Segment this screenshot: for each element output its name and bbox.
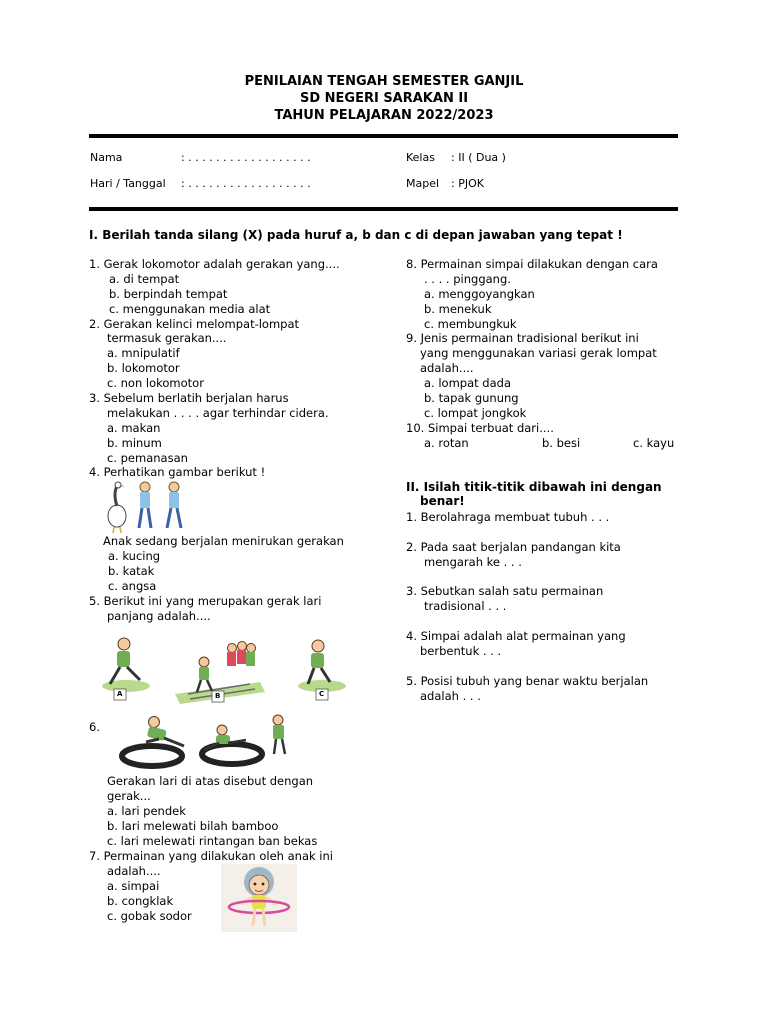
q1-text: 1. Gerak lokomotor adalah gerakan yang.... (89, 257, 340, 271)
q10-option-c[interactable]: c. kayu (633, 436, 675, 450)
q9-option-b[interactable]: b. tapak gunung (424, 391, 519, 406)
header-rule-top (89, 134, 678, 138)
q4-option-b[interactable]: b. katak (108, 563, 155, 578)
nama-label: Nama (90, 151, 123, 164)
runner-a-picture (102, 638, 150, 700)
essay-q3: 3. Sebutkan salah satu permainan (406, 584, 604, 598)
q5-running-pictures (100, 634, 352, 706)
q7-hula-hoop-girl-picture (221, 864, 297, 932)
essay-q5: 5. Posisi tubuh yang benar waktu berjalan (406, 674, 649, 688)
hari-blank[interactable]: : . . . . . . . . . . . . . . . . . . (181, 177, 311, 190)
q7-text-cont: adalah.... (107, 863, 161, 878)
q10-text: 10. Simpai terbuat dari.... (406, 420, 554, 435)
q2-option-a[interactable]: a. mnipulatif (107, 346, 180, 361)
q2-option-c[interactable]: c. non lokomotor (107, 376, 204, 391)
mapel-value: : PJOK (451, 177, 484, 190)
essay-q4-cont: berbentuk . . . (420, 644, 502, 658)
left-column-q1-q4 (89, 257, 389, 480)
q6-option-b[interactable]: b. lari melewati bilah bamboo (107, 818, 279, 833)
mapel-label: Mapel (406, 177, 440, 190)
q2-option-b[interactable]: b. lokomotor (107, 361, 180, 376)
essay-q2-cont: mengarah ke . . . (424, 555, 522, 569)
q8-option-a[interactable]: a. menggoyangkan (424, 286, 535, 301)
q9-option-c[interactable]: c. lompat jongkok (424, 405, 527, 420)
nama-blank[interactable]: : . . . . . . . . . . . . . . . . . . (181, 151, 311, 164)
q2-text: 2. Gerakan kelinci melompat-lompat (89, 316, 300, 331)
q9-text-cont2: adalah.... (420, 361, 474, 376)
doc-title-line1: PENILAIAN TENGAH SEMESTER GANJIL (244, 74, 524, 89)
q4-text-cont: Anak sedang berjalan menirukan gerakan (103, 534, 344, 548)
q3-option-b[interactable]: b. minum (107, 435, 162, 450)
essay-q2: 2. Pada saat berjalan pandangan kita (406, 540, 621, 554)
q6-option-a[interactable]: a. lari pendek (107, 803, 186, 818)
q9-text-cont: yang menggunakan variasi gerak lompat (420, 346, 657, 361)
q6-block (107, 774, 397, 848)
q6-text: Gerakan lari di atas disebut dengan (107, 774, 314, 788)
q7-option-c[interactable]: c. gobak sodor (107, 908, 192, 923)
q6-number: 6. (89, 720, 100, 734)
q5-text-cont: panjang adalah.... (107, 608, 211, 623)
goose-icon (108, 482, 126, 533)
essay-q3-cont: tradisional . . . (424, 599, 507, 613)
kelas-label: Kelas (406, 151, 435, 164)
right-column-q8-q10 (406, 257, 696, 436)
q7-option-b[interactable]: b. congklak (107, 893, 174, 908)
q1-option-a[interactable]: a. di tempat (109, 271, 180, 286)
left-column-q4-q5 (103, 534, 393, 594)
q8-text: 8. Permainan simpai dilakukan dengan cara (406, 257, 658, 271)
q3-text: 3. Sebelum berlatih berjalan harus (89, 391, 289, 406)
q9-option-a[interactable]: a. lompat dada (424, 376, 511, 391)
kelas-value: : II ( Dua ) (451, 151, 506, 164)
q6-option-c[interactable]: c. lari melewati rintangan ban bekas (107, 833, 318, 848)
q4-walking-picture (104, 478, 190, 534)
section2-title: II. Isilah titik-titik dibawah ini dengan (406, 480, 662, 494)
q4-option-c[interactable]: c. angsa (108, 578, 157, 593)
section2-title-cont: benar! (420, 494, 465, 508)
tire-icon (122, 744, 262, 766)
q3-option-c[interactable]: c. pemanasan (107, 450, 188, 465)
q1-option-b[interactable]: b. berpindah tempat (109, 286, 228, 301)
child-walking-icon (167, 482, 181, 528)
q8-option-c[interactable]: c. membungkuk (424, 316, 517, 331)
q3-text-cont: melakukan . . . . agar terhindar cidera. (107, 405, 329, 420)
essay-q4: 4. Simpai adalah alat permainan yang (406, 629, 626, 643)
q6-tire-running-picture (104, 712, 294, 770)
header-rule-bottom (89, 207, 678, 211)
q9-text: 9. Jenis permainan tradisional berikut ini (406, 331, 639, 346)
q8-text-cont: . . . . pinggang. (424, 271, 511, 286)
doc-title-line3: TAHUN PELAJARAN 2022/2023 (274, 108, 494, 123)
section1-title: I. Berilah tanda silang (X) pada huruf a, b dan c di depan jawaban yang tepat ! (89, 228, 623, 242)
q4-text: 4. Perhatikan gambar berikut ! (89, 465, 266, 480)
child-walking-icon (139, 482, 151, 528)
hari-label: Hari / Tanggal (90, 177, 166, 190)
q10-option-a[interactable]: a. rotan (424, 436, 469, 450)
q6-text-cont: gerak... (107, 788, 151, 803)
q3-option-a[interactable]: a. makan (107, 420, 161, 435)
q5-label-b: B (215, 692, 221, 700)
q5-label-a: A (117, 690, 123, 698)
essay-q5-cont: adalah . . . (420, 689, 481, 703)
doc-title-line2: SD NEGERI SARAKAN II (299, 91, 469, 106)
q5-text: 5. Berikut ini yang merupakan gerak lari (89, 594, 322, 608)
q5-block (89, 594, 389, 624)
q7-option-a[interactable]: a. simpai (107, 878, 160, 893)
q2-text-cont: termasuk gerakan.... (107, 331, 227, 346)
q1-option-c[interactable]: c. menggunakan media alat (109, 301, 271, 316)
essay-q1: 1. Berolahraga membuat tubuh . . . (406, 510, 610, 524)
q10-option-b[interactable]: b. besi (542, 436, 581, 450)
q8-option-b[interactable]: b. menekuk (424, 301, 492, 316)
q4-option-a[interactable]: a. kucing (108, 548, 161, 563)
q5-label-c: C (319, 690, 325, 698)
q7-text: 7. Permainan yang dilakukan oleh anak ini (89, 849, 333, 863)
